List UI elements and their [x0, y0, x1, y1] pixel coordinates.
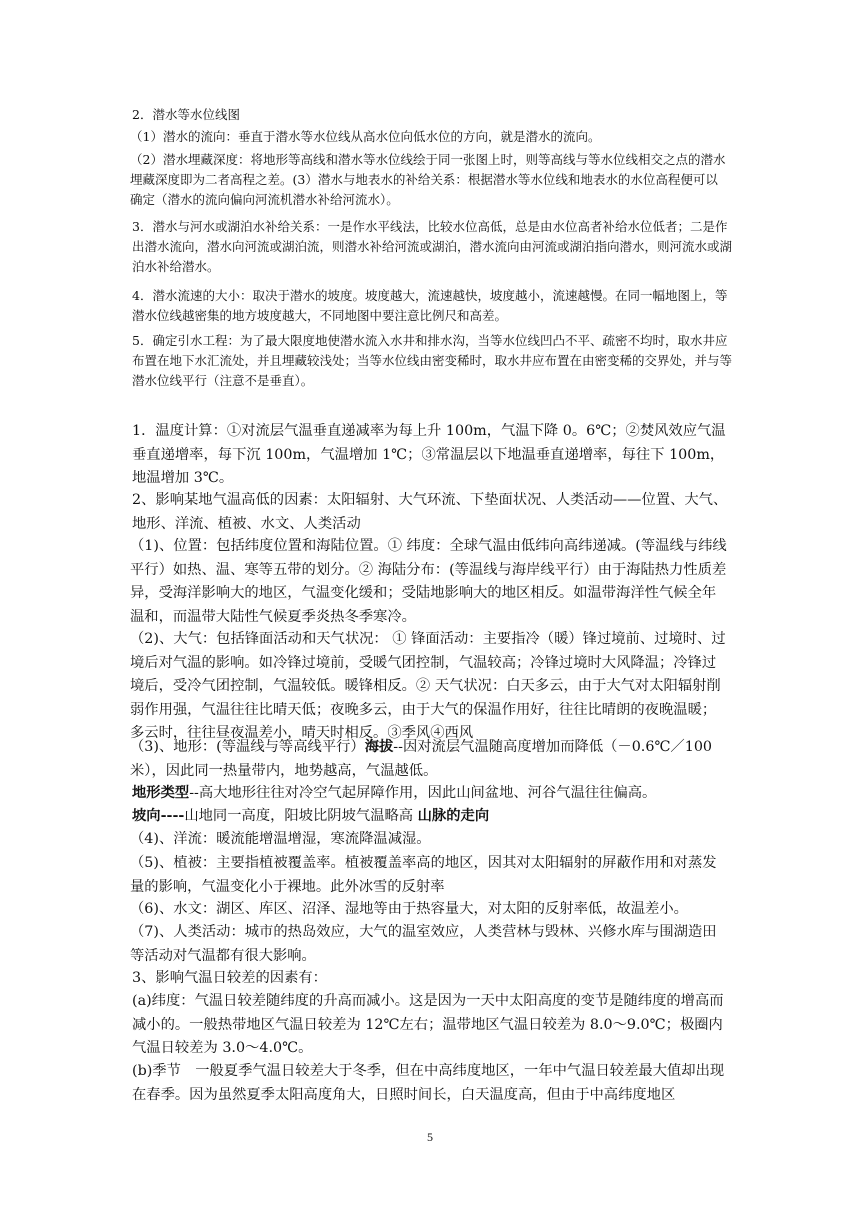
paragraph-hydrology: （6)、水文：湖区、库区、沼泽、湿地等由于热容量大，对太阳的反射率低，故温差小。 [130, 901, 688, 917]
paragraph-temp-factors: 2、影响某地气温高低的因素：太阳辐射、大气环流、下垫面状况、人类活动——位置、大气、地形、洋流、植被、水文、人类活动 [132, 492, 728, 532]
paragraph-atmosphere: （2)、大气：包括锋面活动和天气状况： ① 锋面活动：主要指冷（暖）锋过境前、过境时、过境后对气温的影响。如冷锋过境前，受暖气团控制，气温较高；冷锋过境时大风降温；冷锋过境后，受冷气团控制，气温较低。暖锋相反。② 天气状况：白天多云，由于大气对太阳辐射削弱作用强，气温往往比晴天低；夜晚多云，由于大气的保温作用好，往往比晴朗的夜晚温暖；多云时，往往昼夜温差小，晴天时相反。③季风④西风 [130, 631, 726, 741]
paragraph-flow-speed: 4．潜水流速的大小：取决于潜水的坡度。坡度越大，流速越快，坡度越小，流速越慢。在同一幅地图上，等潜水位线越密集的地方坡度越大，不同地图中要注意比例尺和高差。 [132, 288, 728, 323]
paragraph-latitude: (a)纬度：气温日较差随纬度的升高而减小。这是因为一天中太阳高度的变节是随纬度的增高而减小的。一般热带地区气温日较差为 12℃左右；温带地区气温日较差为 8.0～9.0℃；极圈内气温日较差为 3.0～4.0℃。 [132, 993, 724, 1056]
mountain-direction-label: 山脉的走向 [417, 808, 490, 824]
terrain-label: （3)、地形：(等温线与等高线平行） [130, 739, 365, 755]
terrain-type-text: --高大地形往往对冷空气起屏障作用，因此山间盆地、河谷气温往往偏高。 [189, 785, 657, 801]
paragraph-human-activity: （7)、人类活动：城市的热岛效应，大气的温室效应，人类营林与毁林、兴修水库与围湖造田等活动对气温都有很大影响。 [130, 924, 717, 964]
paragraph-season: (b)季节 一般夏季气温日较差大于冬季，但在中高纬度地区，一年中气温日较差最大值却出现在春季。因为虽然夏季太阳高度角大，日照时间长，白天温度高，但由于中高纬度地区 [132, 1063, 725, 1103]
altitude-label: 海拔 [364, 739, 394, 755]
paragraph-diurnal-range-title: 3、影响气温日较差的因素有： [132, 970, 327, 986]
page-number: 5 [427, 1130, 433, 1144]
paragraph-flow-direction: （1）潜水的流向：垂直于潜水等水位线从高水位向低水位的方向，就是潜水的流向。 [130, 129, 601, 144]
paragraph-burial-depth: （2）潜水埋藏深度：将地形等高线和潜水等水位线绘于同一张图上时，则等高线与等水位线相交之点的潜水埋藏深度即为二者高程之差。(3）潜水与地表水的补给关系：根据潜水等水位线和地表水的水位高程便可以确定（潜水的流向偏向河流机潜水补给河流水）。 [130, 152, 726, 207]
paragraph-recharge-relation: 3．潜水与河水或湖泊水补给关系：一是作水平线法，比较水位高低，总是由水位高者补给水位低者；二是作出潜水流向，潜水向河流或湖泊流，则潜水补给河流或湖泊，潜水流向由河流或湖泊指向潜水，则河流水或湖泊水补给潜水。 [132, 219, 733, 274]
paragraph-slope-aspect [132, 805, 732, 829]
paragraph-terrain-type [132, 782, 732, 806]
terrain-text: --因对流层气温随高度增加而降低（－0.6℃／100 米），因此同一热量带内，地势越高，气温越低。 [130, 739, 713, 779]
paragraph-vegetation: （5)、植被：主要指植被覆盖率。植被覆盖率高的地区，因其对太阳辐射的屏蔽作用和对蒸发量的影响，气温变化小于裸地。此外冰雪的反射率 [130, 855, 717, 895]
paragraph-ocean-current: （4)、洋流：暖流能增温增湿，寒流降温减湿。 [130, 831, 431, 847]
paragraph-temp-calc: 1．温度计算：①对流层气温垂直递减率为每上升 100m，气温下降 0。6℃；②焚风效应气温垂直递增率，每下沉 100m，气温增加 1℃；③常温层以下地温垂直递增率，每往下 100m，地温增加 3℃。 [132, 423, 726, 486]
paragraph-terrain [130, 736, 730, 783]
paragraph-location: （1)、位置：包括纬度位置和海陆位置。① 纬度：全球气温由低纬向高纬递减。(等温线与纬线平行）如热、温、寒等五带的划分。② 海陆分布：(等温线与海岸线平行）由于海陆热力性质差异，受海洋影响大的地区，气温变化缓和；受陆地影响大的地区相反。如温带海洋性气候全年温和，而温带大陆性气候夏季炎热冬季寒冷。 [130, 538, 727, 625]
section-2-title: 2．潜水等水位线图 [132, 107, 240, 122]
terrain-type-label: 地形类型 [132, 785, 190, 801]
slope-aspect-text: 山地同一高度，阳坡比阴坡气温略高 [184, 808, 418, 824]
slope-aspect-label: 坡向---- [132, 808, 185, 824]
paragraph-water-diversion: 5．确定引水工程：为了最大限度地使潜水流入水井和排水沟，当等水位线凹凸不平、疏密不均时，取水井应布置在地下水汇流处，并且埋藏较浅处；当等水位线由密变稀时，取水井应布置在由密变稀的交界处，并与等潜水位线平行（注意不是垂直）。 [132, 333, 733, 388]
